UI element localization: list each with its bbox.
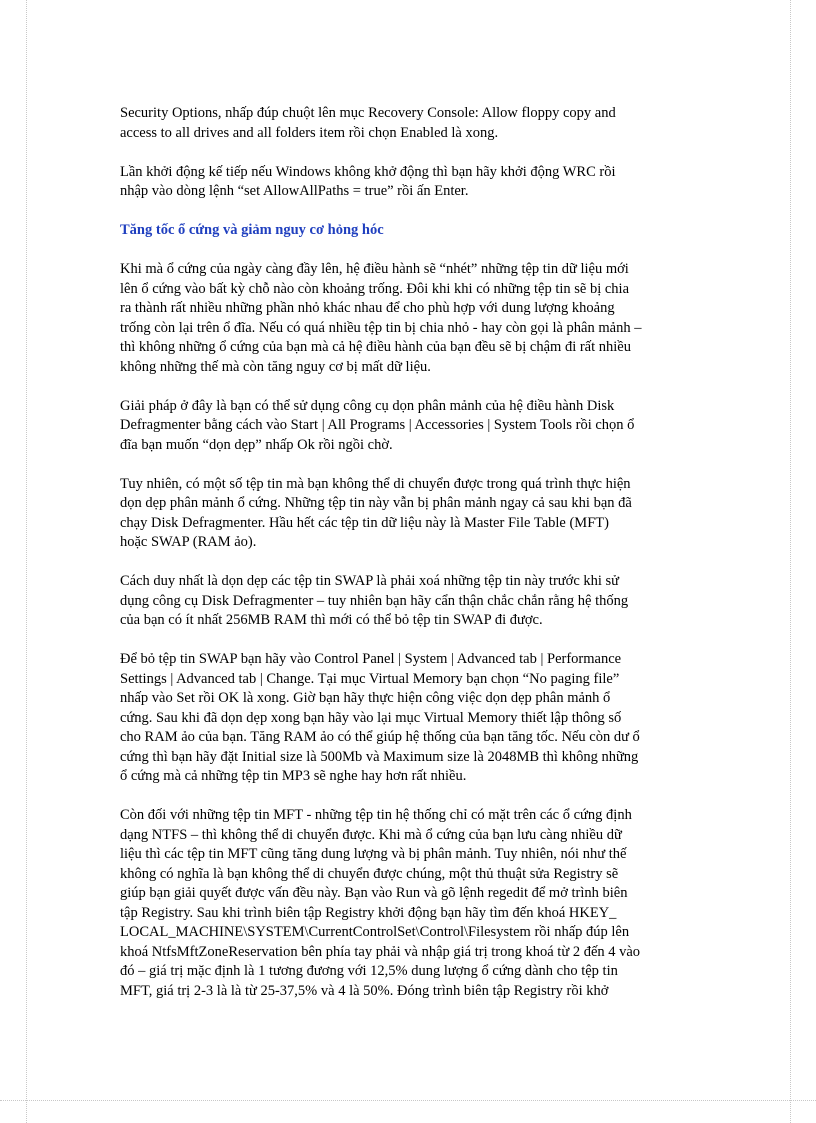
text-line: Cách duy nhất là dọn dẹp các tệp tin SWAP là phải xoá những tệp tin này trước khi sử <box>120 573 620 589</box>
text-line: Tuy nhiên, có một số tệp tin mà bạn không thể di chuyển được trong quá trình thực hiện <box>120 475 631 492</box>
text-line: Khi mà ổ cứng của ngày càng đầy lên, hệ điều hành sẽ “nhét” những tệp tin dữ liệu mới <box>120 261 629 277</box>
text-line: không những thế mà còn tăng nguy cơ bị mất dữ liệu. <box>120 358 431 375</box>
text-line: Defragmenter bằng cách vào Start | All Programs | Accessories | System Tools rồi chọn ổ <box>120 417 635 433</box>
text-line: lên ổ cứng vào bất kỳ chỗ nào còn khoảng trống. Đôi khi khi có những tệp tin sẽ bị chia <box>120 280 630 297</box>
paragraph <box>120 806 704 1001</box>
text-line: Giải pháp ở đây là bạn có thể sử dụng công cụ dọn phân mảnh của hệ điều hành Disk <box>120 397 615 414</box>
document-body <box>120 104 704 1021</box>
text-line: dọn dẹp phân mảnh ổ cứng. Những tệp tin này vẫn bị phân mảnh ngay cả sau khi bạn đã <box>120 495 632 511</box>
paragraph <box>120 397 704 456</box>
paragraph <box>120 475 704 553</box>
text-line: cứng thì bạn hãy đặt Initial size là 500Mb và Maximum size là 2048MB thì không những <box>120 748 639 765</box>
page-edge-guide-bottom <box>0 1100 816 1101</box>
text-line: giúp bạn giải quyết được vấn đều này. Bạn vào Run và gõ lệnh regedit để mở trình biên <box>120 885 628 901</box>
page-edge-guide-left <box>26 0 27 1123</box>
text-line: Còn đối với những tệp tin MFT - những tệp tin hệ thống chỉ có mặt trên các ổ cứng định <box>120 807 632 823</box>
text-line: LOCAL_MACHINE\SYSTEM\CurrentControlSet\Control\Filesystem rồi nhấp đúp lên <box>120 924 630 940</box>
text-line: Settings | Advanced tab | Change. Tại mục Virtual Memory bạn chọn “No paging file” <box>120 670 620 687</box>
text-line: ổ cứng mà cả những tệp tin MP3 sẽ nghe hay hơn rất nhiều. <box>120 768 467 784</box>
text-line: thì không những ổ cứng của bạn mà cả hệ điều hành của bạn đều sẽ bị chậm đi rất nhiều <box>120 339 631 355</box>
text-line: đĩa bạn muốn “dọn dẹp” nhấp Ok rồi ngồi chờ. <box>120 436 393 453</box>
paragraph <box>120 260 704 377</box>
text-line: nhấp vào Set rồi OK là xong. Giờ bạn hãy thực hiện công việc dọn dẹp phân mảnh ổ <box>120 690 611 706</box>
section-heading: Tăng tốc ổ cứng và giảm nguy cơ hỏng hóc <box>120 222 384 238</box>
text-line: Security Options, nhấp đúp chuột lên mục Recovery Console: Allow floppy copy and <box>120 105 616 121</box>
text-line: dạng NTFS – thì không thể di chuyển được. Khi mà ổ cứng của bạn lưu càng nhiều dữ <box>120 826 622 843</box>
paragraph <box>120 104 704 143</box>
paragraphs-after-heading <box>120 260 704 1001</box>
text-line: Lần khởi động kế tiếp nếu Windows không khở động thì bạn hãy khởi động WRC rồi <box>120 163 616 180</box>
paragraph <box>120 572 704 631</box>
text-line: không có nghĩa là bạn không thể di chuyển được chúng, một thủ thuật sửa Registry sẽ <box>120 865 619 882</box>
text-line: trống còn lại trên ổ đĩa. Nếu có quá nhiều tệp tin bị chia nhỏ - hay còn gọi là phân mảnh – <box>120 319 642 336</box>
paragraphs-before-heading <box>120 104 704 202</box>
page-edge-guide-right <box>790 0 791 1123</box>
text-line: dụng công cụ Disk Defragmenter – tuy nhiên bạn hãy cẩn thận chắc chắn rằng hệ thống <box>120 592 629 609</box>
text-line: cho RAM ảo của bạn. Tăng RAM ảo có thể giúp hệ thống của bạn tăng tốc. Nếu còn dư ổ <box>120 729 640 745</box>
text-line: liệu thì các tệp tin MFT cũng tăng dung lượng và bị phân mảnh. Tuy nhiên, nói như thế <box>120 846 627 862</box>
text-line: đó – giá trị mặc định là 1 tương đương với 12,5% dung lượng ổ cứng dành cho tệp tin <box>120 963 618 979</box>
text-line: chạy Disk Defragmenter. Hầu hết các tệp tin dữ liệu này là Master File Table (MFT) <box>120 514 609 531</box>
text-line: khoá NtfsMftZoneReservation bên phía tay phải và nhập giá trị trong khoá từ 2 đến 4 vào <box>120 943 641 960</box>
text-line: của bạn có ít nhất 256MB RAM thì mới có thể bỏ tệp tin SWAP đi được. <box>120 612 543 628</box>
text-line: ra thành rất nhiều những phần nhỏ khác nhau để cho phù hợp với dung lượng khoảng <box>120 300 615 316</box>
paragraph <box>120 163 704 202</box>
text-line: cứng. Sau khi đã dọn dẹp xong bạn hãy vào lại mục Virtual Memory thiết lập thông số <box>120 709 622 726</box>
text-line: tập Registry. Sau khi trình biên tập Registry khởi động bạn hãy tìm đến khoá HKEY_ <box>120 904 617 921</box>
text-line: MFT, giá trị 2-3 là là từ 25-37,5% và 4 là 50%. Đóng trình biên tập Registry rồi khở <box>120 982 609 999</box>
text-line: nhập vào dòng lệnh “set AllowAllPaths = true” rồi ấn Enter. <box>120 183 469 199</box>
text-line: Để bỏ tệp tin SWAP bạn hãy vào Control Panel | System | Advanced tab | Performance <box>120 651 622 667</box>
text-line: hoặc SWAP (RAM ảo). <box>120 534 257 550</box>
text-line: access to all drives and all folders item rồi chọn Enabled là xong. <box>120 124 499 141</box>
paragraph <box>120 650 704 787</box>
